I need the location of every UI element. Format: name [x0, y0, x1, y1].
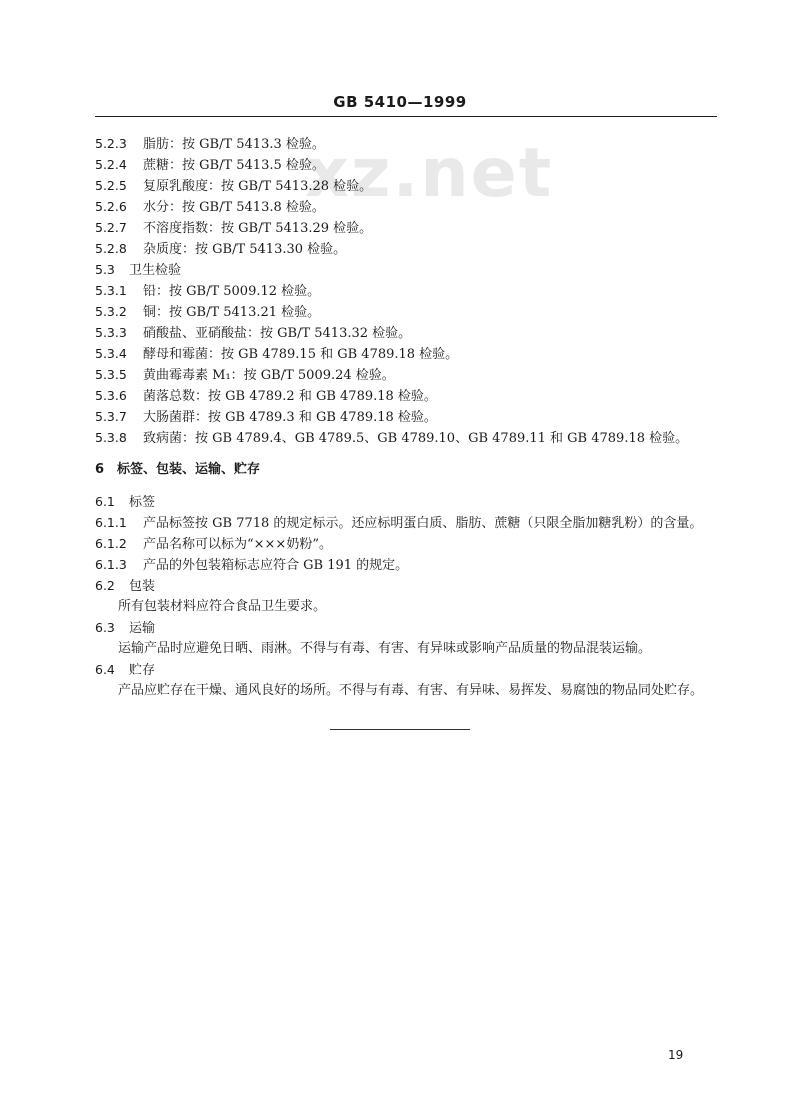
clause-number: 5.2.8 — [95, 241, 127, 256]
clause-number: 6.1.3 — [95, 557, 127, 572]
clause-number: 5.3.1 — [95, 283, 127, 298]
clause-text: 复原乳酸度：按 GB/T 5413.28 检验。 — [143, 179, 373, 194]
clause-text: 硝酸盐、亚硝酸盐：按 GB/T 5413.32 检验。 — [143, 326, 412, 341]
clause-5-3-7 — [95, 406, 437, 427]
clause-number: 5.2.6 — [95, 199, 127, 214]
clause-text: 产品应贮存在干燥、通风良好的场所。不得与有毒、有害、有异味、易挥发、易腐蚀的物品同处贮存。 — [118, 683, 704, 698]
clause-5-3-5 — [95, 364, 395, 385]
clause-5-3-2 — [95, 301, 320, 322]
section-6-heading — [95, 459, 260, 480]
clause-text: 产品的外包装箱标志应符合 GB 191 的规定。 — [143, 558, 409, 573]
clause-text: 大肠菌群：按 GB 4789.3 和 GB 4789.18 检验。 — [143, 410, 437, 425]
clause-number: 6.1.1 — [95, 515, 127, 530]
clause-text: 致病菌：按 GB 4789.4、GB 4789.5、GB 4789.10、GB 4789.11 和 GB 4789.18 检验。 — [143, 431, 689, 446]
clause-text: 铜：按 GB/T 5413.21 检验。 — [143, 305, 321, 320]
clause-number: 5.3.3 — [95, 325, 127, 340]
clause-text: 包装 — [129, 579, 156, 594]
clause-5-2-8 — [95, 238, 346, 259]
clause-number: 5.2.5 — [95, 178, 127, 193]
clause-6-1-3 — [95, 554, 408, 575]
clause-text: 酵母和霉菌：按 GB 4789.15 和 GB 4789.18 检验。 — [143, 347, 459, 362]
clause-text: 水分：按 GB/T 5413.8 检验。 — [143, 200, 325, 215]
clause-6-3-body — [118, 638, 651, 659]
clause-5-2-4 — [95, 154, 325, 175]
clause-number: 6.3 — [95, 620, 115, 635]
clause-5-2-5 — [95, 175, 372, 196]
clause-text: 脂肪：按 GB/T 5413.3 检验。 — [143, 137, 325, 152]
clause-number: 6.4 — [95, 662, 115, 677]
clause-number: 5.3.5 — [95, 367, 127, 382]
clause-6-3 — [95, 617, 155, 638]
clause-6-1-2 — [95, 533, 332, 554]
clause-text: 运输产品时应避免日晒、雨淋。不得与有毒、有害、有异味或影响产品质量的物品混装运输。 — [118, 641, 652, 656]
watermark: xz.net — [305, 134, 554, 213]
section-title: 标签、包装、运输、贮存 — [117, 462, 261, 477]
clause-text: 黄曲霉毒素 M₁：按 GB/T 5009.24 检验。 — [143, 368, 395, 383]
standard-code-header: GB 5410—1999 — [333, 93, 467, 111]
clause-5-3-4 — [95, 343, 458, 364]
clause-text: 产品标签按 GB 7718 的规定标示。还应标明蛋白质、脂肪、蔗糖（只限全脂加糖乳粉）的含量。 — [143, 516, 703, 531]
clause-number: 5.3 — [95, 262, 115, 277]
clause-number: 5.2.3 — [95, 136, 127, 151]
clause-number: 6.2 — [95, 578, 115, 593]
end-of-document-rule — [330, 729, 470, 730]
clause-text: 贮存 — [129, 663, 156, 678]
clause-text: 所有包装材料应符合食品卫生要求。 — [118, 599, 327, 614]
clause-text: 运输 — [129, 621, 156, 636]
page-number: 19 — [668, 1048, 684, 1062]
clause-number: 5.3.4 — [95, 346, 127, 361]
clause-text: 蔗糖：按 GB/T 5413.5 检验。 — [143, 158, 325, 173]
clause-text: 不溶度指数：按 GB/T 5413.29 检验。 — [143, 221, 373, 236]
clause-number: 5.3.2 — [95, 304, 127, 319]
clause-number: 5.3.7 — [95, 409, 127, 424]
section-number: 6 — [95, 462, 105, 477]
clause-text: 杂质度：按 GB/T 5413.30 检验。 — [143, 242, 347, 257]
clause-number: 5.3.8 — [95, 430, 127, 445]
clause-number: 5.3.6 — [95, 388, 127, 403]
clause-text: 铅：按 GB/T 5009.12 检验。 — [143, 284, 321, 299]
clause-number: 5.2.7 — [95, 220, 127, 235]
clause-text: 菌落总数：按 GB 4789.2 和 GB 4789.18 检验。 — [143, 389, 437, 404]
clause-6-4 — [95, 659, 155, 680]
clause-5-2-3 — [95, 133, 325, 154]
clause-text: 产品名称可以标为“×××奶粉”。 — [143, 537, 332, 552]
clause-5-2-6 — [95, 196, 325, 217]
clause-text: 卫生检验 — [129, 263, 182, 278]
clause-6-2 — [95, 575, 155, 596]
clause-text: 标签 — [129, 495, 156, 510]
clause-number: 6.1 — [95, 494, 115, 509]
clause-6-4-body — [118, 680, 703, 701]
clause-5-3-8 — [95, 427, 688, 448]
clause-6-1 — [95, 491, 155, 512]
clause-number: 5.2.4 — [95, 157, 127, 172]
clause-6-2-body — [118, 596, 326, 617]
header-rule — [95, 116, 717, 117]
clause-5-3-6 — [95, 385, 437, 406]
clause-5-3 — [95, 259, 181, 280]
clause-5-3-1 — [95, 280, 320, 301]
clause-5-2-7 — [95, 217, 372, 238]
clause-6-1-1 — [95, 512, 702, 533]
clause-number: 6.1.2 — [95, 536, 127, 551]
clause-5-3-3 — [95, 322, 411, 343]
